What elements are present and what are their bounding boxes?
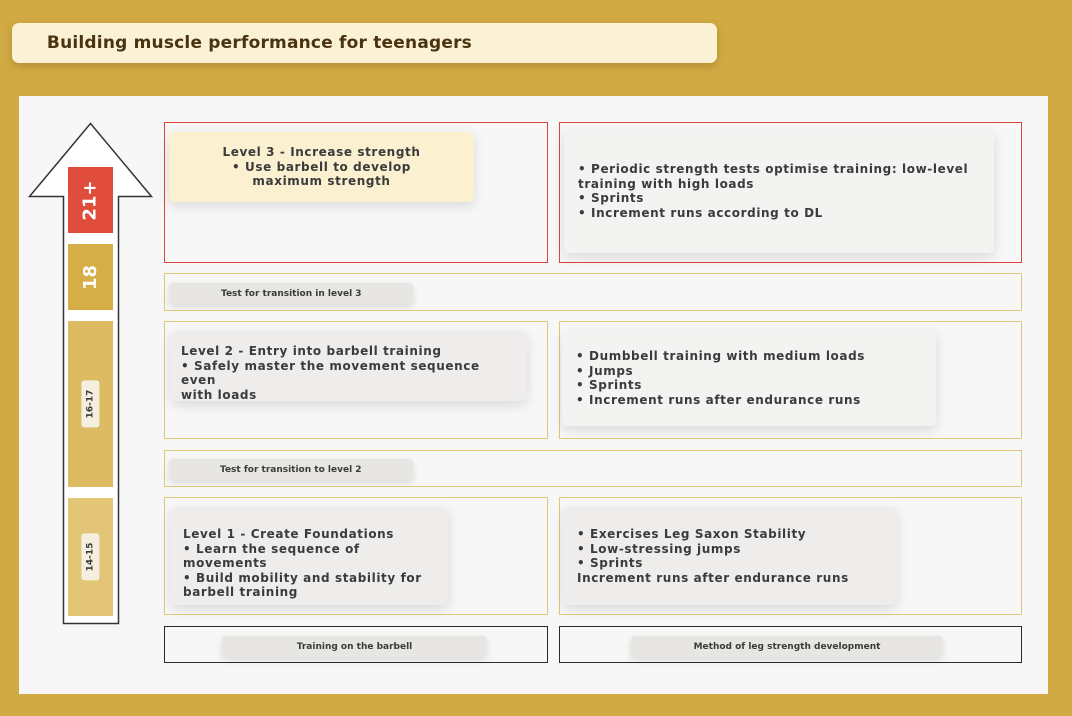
- title-banner: [12, 23, 717, 63]
- age-label-14-15: 14-15: [82, 534, 100, 581]
- transition2-label: Test for transition to level 2: [169, 459, 413, 480]
- age-label-21plus: 21+: [79, 179, 101, 221]
- page-title: Building muscle performance for teenagers: [46, 33, 472, 53]
- level1-barbell-text: Level 1 - Create Foundations • Learn the sequence of movements • Build mobility and stability for barbell training: [183, 527, 422, 599]
- age-group-18: [68, 244, 113, 310]
- level3-barbell-card: [169, 132, 474, 202]
- level2-barbell-card: [171, 331, 527, 401]
- legs-column-label: Method of leg strength development: [631, 636, 943, 657]
- level3-barbell-text: Level 3 - Increase strength • Use barbell to develop maximum strength: [222, 145, 421, 188]
- transition3-label: Test for transition in level 3: [169, 283, 413, 304]
- age-group-16-17: [68, 321, 113, 487]
- level2-legs-card: [562, 331, 936, 426]
- level3-legs-text: • Periodic strength tests optimise training: low-level training with high loads • Sprints • Increment runs according to DL: [578, 162, 969, 220]
- level2-legs-text: • Dumbbell training with medium loads • Jumps • Sprints • Increment runs after endurance runs: [576, 349, 866, 407]
- barbell-column-label: Training on the barbell: [222, 636, 487, 657]
- age-group-14-15: [68, 498, 113, 616]
- age-group-21plus: [68, 167, 113, 233]
- level2-barbell-text: Level 2 - Entry into barbell training • Safely master the movement sequence even with loads: [181, 344, 480, 402]
- level3-legs-card: [564, 130, 994, 253]
- level1-legs-text: • Exercises Leg Saxon Stability • Low-stressing jumps • Sprints Increment runs after endurance runs: [577, 527, 849, 585]
- age-label-16-17: 16-17: [82, 381, 100, 428]
- age-label-18: 18: [80, 264, 101, 290]
- level1-legs-card: [563, 507, 897, 605]
- level1-barbell-card: [171, 507, 448, 605]
